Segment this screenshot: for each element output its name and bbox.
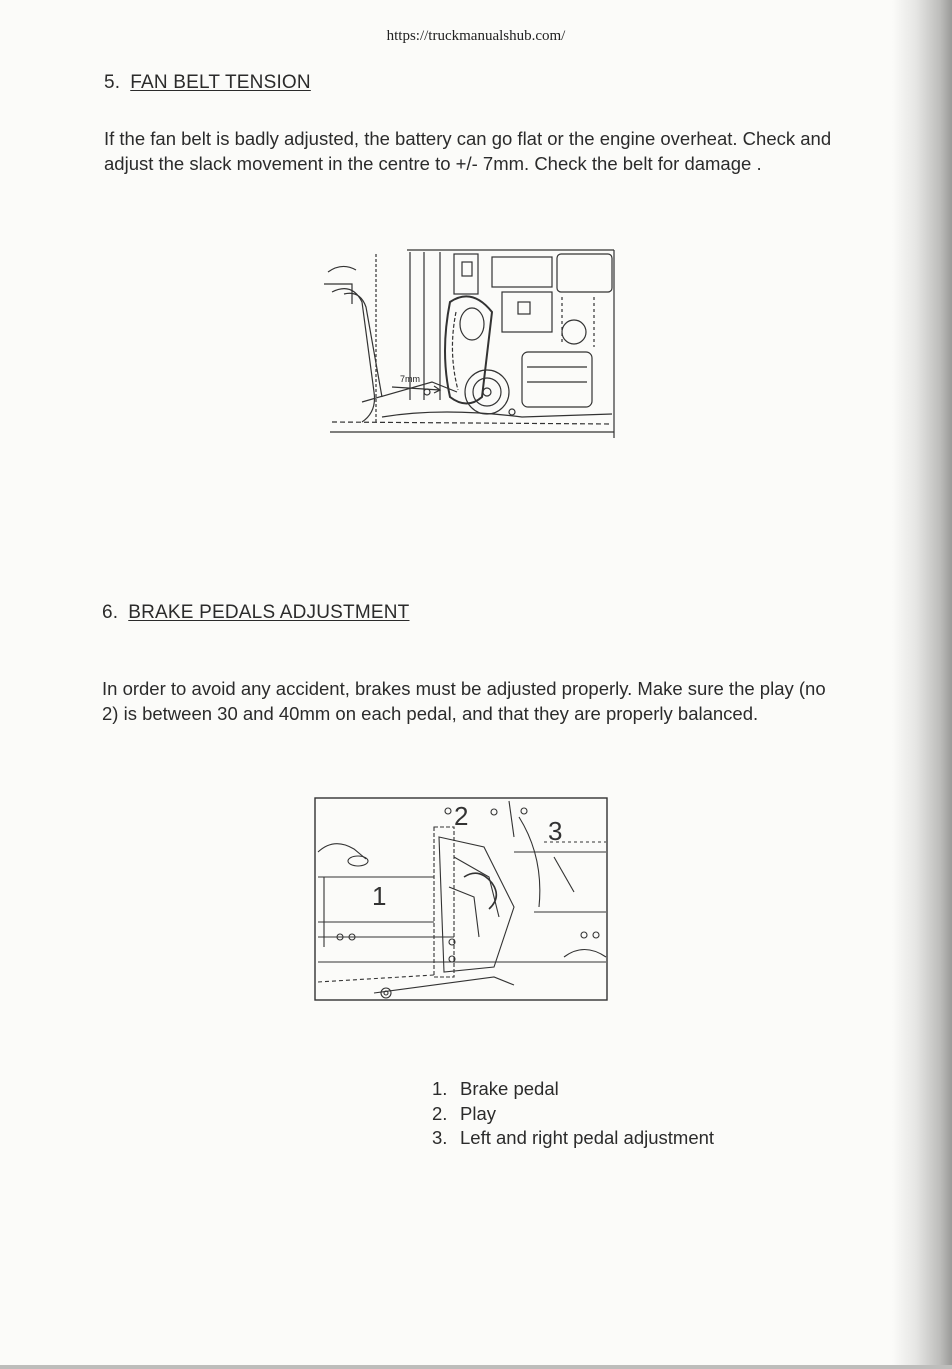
paragraph-line: 2) is between 30 and 40mm on each pedal, and that they are properly balanced. <box>102 703 759 724</box>
page-bottom-edge <box>0 1365 952 1369</box>
section-number: 5. <box>104 72 121 93</box>
section-title: BRAKE PEDALS ADJUSTMENT <box>128 602 410 623</box>
legend-index: 1. <box>432 1078 448 1099</box>
callout-2: 2 <box>454 801 469 831</box>
legend-item <box>432 1102 714 1127</box>
paragraph-line: If the fan belt is badly adjusted, the battery can go flat or the engine overheat. Check and <box>104 128 832 149</box>
figure-legend <box>432 1077 714 1151</box>
section-6-heading <box>102 602 409 624</box>
legend-text: Play <box>460 1102 496 1124</box>
figure-label-7mm: 7mm <box>400 374 420 384</box>
paragraph-line: adjust the slack movement in the centre to +/- 7mm. Check the belt for damage . <box>104 153 762 174</box>
paragraph-line: In order to avoid any accident, brakes must be adjusted properly. Make sure the play (no <box>102 678 826 699</box>
callout-3: 3 <box>548 816 563 846</box>
section-6-paragraph <box>102 676 922 726</box>
legend-text: Brake pedal <box>460 1078 559 1099</box>
section-number: 6. <box>102 602 119 623</box>
header-url: https://truckmanualshub.com/ <box>386 28 566 44</box>
legend-item <box>432 1126 714 1151</box>
section-title: FAN BELT TENSION <box>130 72 311 93</box>
brake-pedal-figure <box>314 797 610 1008</box>
legend-index: 2. <box>432 1102 448 1124</box>
legend-text: Left and right pedal adjustment <box>460 1127 715 1148</box>
section-5-paragraph <box>104 126 924 176</box>
callout-1: 1 <box>372 881 387 911</box>
fan-belt-figure <box>322 232 622 447</box>
brake-pedal-drawing-icon <box>314 797 610 1003</box>
legend-index: 3. <box>432 1127 448 1148</box>
legend-item <box>432 1077 714 1102</box>
engine-fan-belt-drawing-icon <box>322 232 622 442</box>
section-5-heading <box>104 72 311 94</box>
